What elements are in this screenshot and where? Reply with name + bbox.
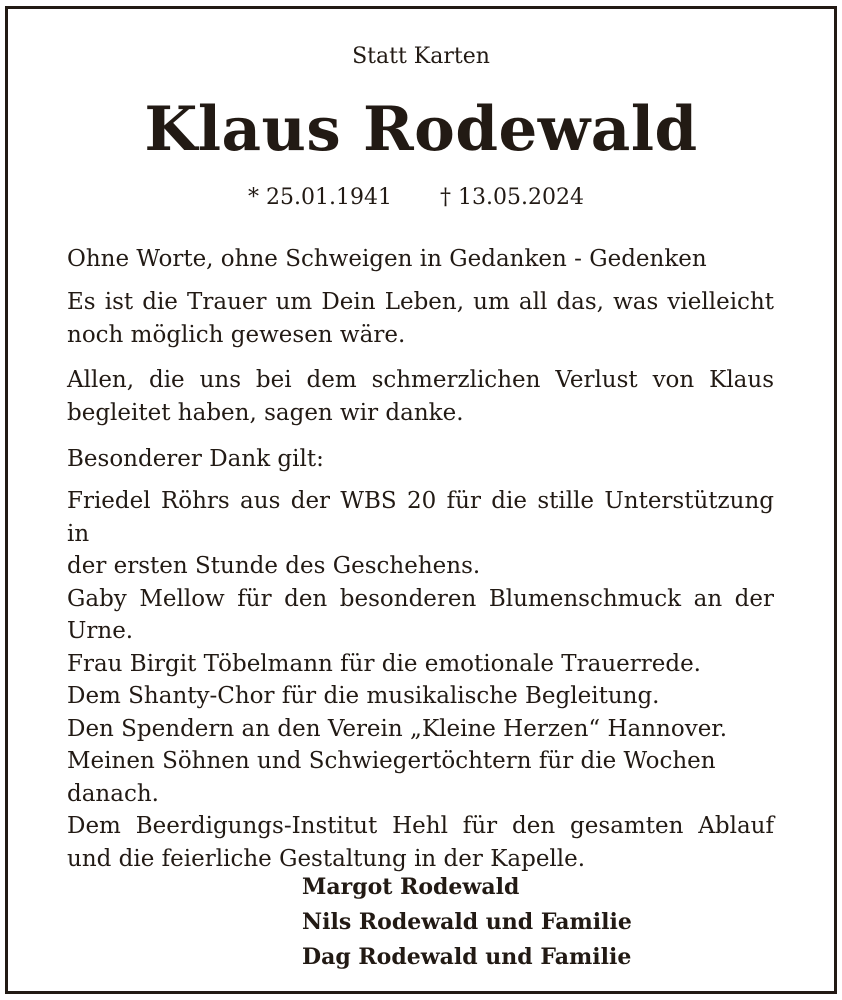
thanks-line: und die feierliche Gestaltung in der Kapelle.: [67, 845, 586, 872]
thanks-line: Den Spendern an den Verein „Kleine Herzen“ Hannover.: [67, 715, 728, 742]
signature-line: Nils Rodewald und Familie: [302, 909, 632, 935]
signature-line: Dag Rodewald und Familie: [302, 944, 632, 970]
thanks-line: Dem Beerdigungs-Institut Hehl für den gesamten Ablauf: [67, 813, 774, 839]
paragraph-line: begleitet haben, sagen wir danke.: [67, 399, 464, 426]
death-date: † 13.05.2024: [440, 185, 584, 210]
thanks-line: Frau Birgit Töbelmann für die emotionale Trauerrede.: [67, 650, 701, 677]
signature-line: Margot Rodewald: [302, 874, 520, 900]
thanks-line: Gaby Mellow für den besonderen Blumenschmuck an der: [67, 585, 774, 612]
paragraph-4: [67, 443, 774, 476]
thanks-line: Meinen Söhnen und Schwiegertöchtern für die Wochen: [67, 748, 716, 774]
paragraph-line: Besonderer Dank gilt:: [67, 446, 324, 472]
thanks-line: danach.: [67, 780, 159, 807]
thanks-line: Dem Shanty-Chor für die musikalische Begleitung.: [67, 683, 660, 709]
paragraph-line: Es ist die Trauer um Dein Leben, um all das, was vielleicht: [67, 289, 774, 315]
paragraph-2: [67, 286, 774, 351]
statt-karten-label: Statt Karten: [352, 44, 490, 69]
paragraph-line: Ohne Worte, ohne Schweigen in Gedanken - Gedenken: [67, 246, 707, 272]
paragraph-line: noch möglich gewesen wäre.: [67, 321, 406, 348]
thanks-line: der ersten Stunde des Geschehens.: [67, 553, 481, 579]
paragraph-3: [67, 364, 774, 429]
thanks-list: [67, 485, 774, 875]
birth-date: * 25.01.1941: [248, 185, 392, 210]
thanks-line: Urne.: [67, 618, 134, 644]
thanks-line: Friedel Röhrs aus der WBS 20 für die stille Unterstützung in: [67, 488, 774, 547]
paragraph-line: Allen, die uns bei dem schmerzlichen Verlust von Klaus: [67, 367, 774, 393]
deceased-name: Klaus Rodewald: [144, 94, 698, 165]
paragraph-1: [67, 243, 774, 276]
signature-block: [302, 870, 632, 975]
